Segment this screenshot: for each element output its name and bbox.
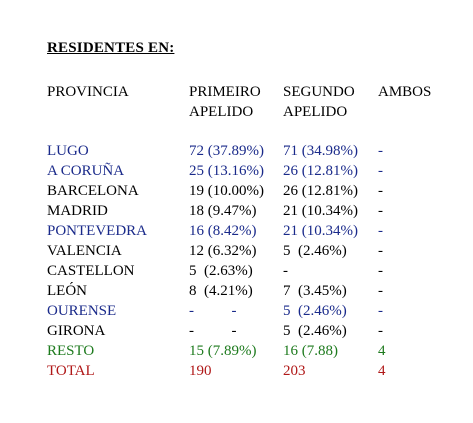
- cell-ambos: 4: [378, 363, 386, 379]
- table-row-resto: [0, 341, 473, 361]
- cell-ambos: -: [378, 223, 383, 239]
- cell-ambos: -: [378, 203, 383, 219]
- cell-provincia: MADRID: [47, 203, 108, 219]
- table-row: [0, 161, 473, 181]
- header-primeiro-line2: APELIDO: [189, 104, 254, 120]
- table-row: [0, 241, 473, 261]
- cell-ambos: -: [378, 303, 383, 319]
- header-segundo-line2: APELIDO: [283, 104, 348, 120]
- cell-segundo: 5 (2.46%): [283, 303, 347, 319]
- table-row: [0, 301, 473, 321]
- header-ambos: AMBOS: [378, 84, 432, 100]
- cell-segundo: 7 (3.45%): [283, 283, 347, 299]
- header-segundo-apelido: [283, 82, 355, 122]
- table-row: [0, 201, 473, 221]
- cell-provincia: OURENSE: [47, 303, 117, 319]
- table-row: [0, 321, 473, 341]
- cell-provincia: TOTAL: [47, 363, 95, 379]
- cell-primeiro: 8 (4.21%): [189, 283, 253, 299]
- header-segundo-line1: SEGUNDO: [283, 84, 355, 100]
- cell-primeiro: 18 (9.47%): [189, 203, 257, 219]
- cell-primeiro: 16 (8.42%): [189, 223, 257, 239]
- cell-provincia: LEÓN: [47, 283, 87, 299]
- cell-primeiro: 25 (13.16%): [189, 163, 264, 179]
- cell-primeiro: 19 (10.00%): [189, 183, 264, 199]
- cell-primeiro: - -: [189, 323, 237, 339]
- cell-primeiro: 12 (6.32%): [189, 243, 257, 259]
- cell-ambos: -: [378, 143, 383, 159]
- cell-segundo: 16 (7.88): [283, 343, 338, 359]
- cell-segundo: 26 (12.81%): [283, 163, 358, 179]
- cell-segundo: 5 (2.46%): [283, 323, 347, 339]
- cell-segundo: 21 (10.34%): [283, 223, 358, 239]
- section-title: RESIDENTES EN:: [47, 40, 175, 56]
- table-row: [0, 221, 473, 241]
- cell-primeiro: 190: [189, 363, 212, 379]
- cell-ambos: -: [378, 163, 383, 179]
- cell-provincia: GIRONA: [47, 323, 106, 339]
- cell-provincia: CASTELLON: [47, 263, 135, 279]
- cell-segundo: 203: [283, 363, 306, 379]
- table-row: [0, 141, 473, 161]
- cell-ambos: -: [378, 323, 383, 339]
- cell-primeiro: 72 (37.89%): [189, 143, 264, 159]
- cell-ambos: -: [378, 263, 383, 279]
- cell-ambos: 4: [378, 343, 386, 359]
- cell-provincia: RESTO: [47, 343, 95, 359]
- table-row-total: [0, 361, 473, 381]
- cell-primeiro: 15 (7.89%): [189, 343, 257, 359]
- table-row: [0, 281, 473, 301]
- cell-ambos: -: [378, 243, 383, 259]
- cell-primeiro: - -: [189, 303, 237, 319]
- cell-ambos: -: [378, 183, 383, 199]
- header-primeiro-apelido: [189, 82, 261, 122]
- cell-segundo: -: [283, 263, 288, 279]
- table-row: [0, 261, 473, 281]
- cell-provincia: LUGO: [47, 143, 89, 159]
- table-row: [0, 181, 473, 201]
- header-provincia: PROVINCIA: [47, 84, 129, 100]
- cell-provincia: A CORUÑA: [47, 163, 125, 179]
- cell-segundo: 71 (34.98%): [283, 143, 358, 159]
- cell-segundo: 26 (12.81%): [283, 183, 358, 199]
- cell-segundo: 21 (10.34%): [283, 203, 358, 219]
- cell-provincia: PONTEVEDRA: [47, 223, 147, 239]
- cell-provincia: BARCELONA: [47, 183, 139, 199]
- cell-segundo: 5 (2.46%): [283, 243, 347, 259]
- cell-provincia: VALENCIA: [47, 243, 122, 259]
- cell-ambos: -: [378, 283, 383, 299]
- header-primeiro-line1: PRIMEIRO: [189, 84, 261, 100]
- cell-primeiro: 5 (2.63%): [189, 263, 253, 279]
